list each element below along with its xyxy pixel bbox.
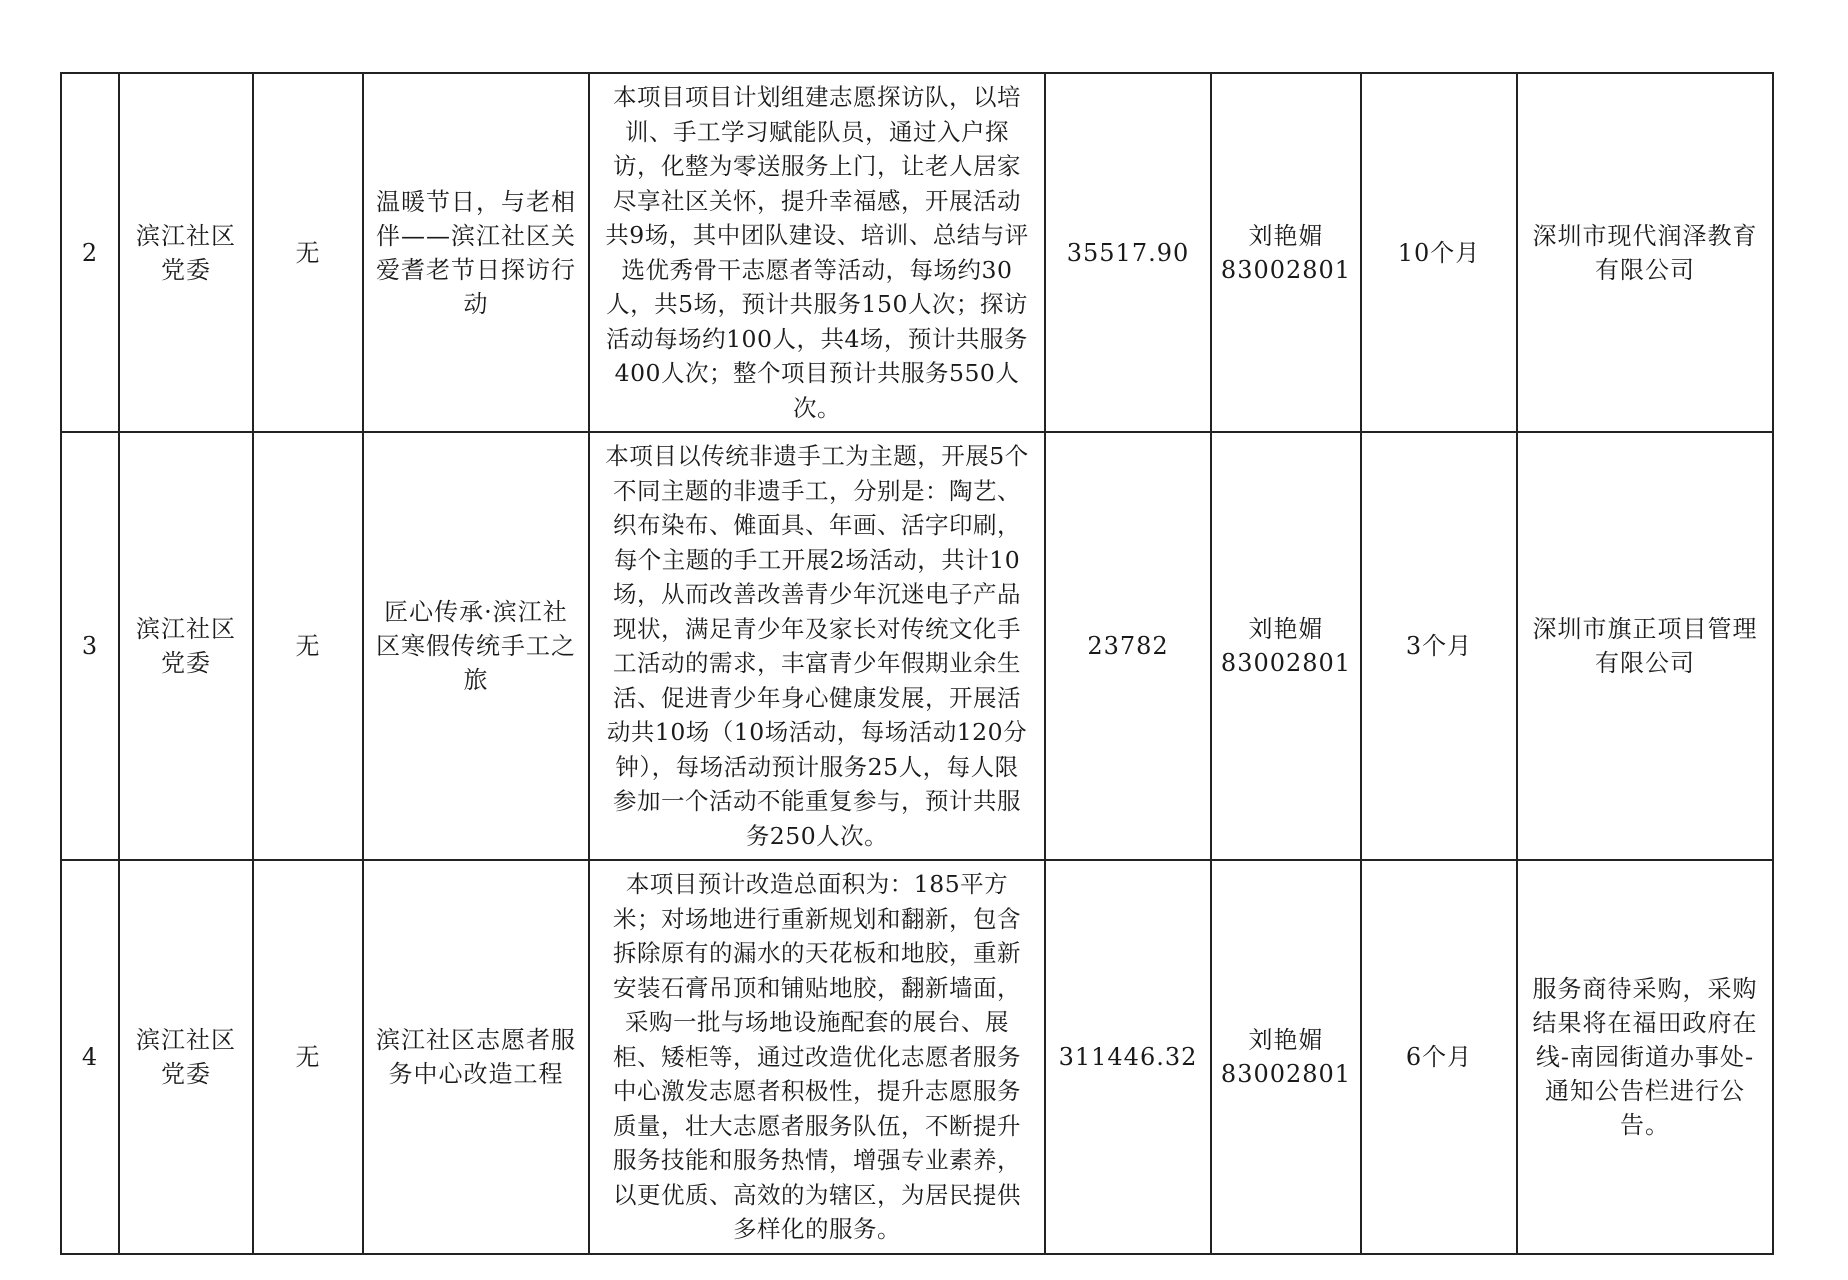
amount-cell: 311446.32 bbox=[1045, 860, 1211, 1254]
field-cell: 无 bbox=[253, 860, 363, 1254]
amount-cell: 35517.90 bbox=[1045, 73, 1211, 432]
contact-name: 刘艳媚 bbox=[1248, 221, 1324, 250]
amount-cell: 23782 bbox=[1045, 432, 1211, 860]
contact-phone: 83002801 bbox=[1220, 649, 1352, 677]
table-row bbox=[61, 73, 1773, 432]
table-row bbox=[61, 860, 1773, 1254]
row-number: 3 bbox=[61, 432, 119, 860]
project-description-cell: 本项目以传统非遗手工为主题，开展5个不同主题的非遗手工，分别是：陶艺、织布染布、傩面具、年画、活字印刷，每个主题的手工开展2场活动，共计10场，从而改善改善青少年沉迷电子产品现状，满足青少年及家长对传统文化手工活动的需求，丰富青少年假期业余生活、促进青少年身心健康发展，开展活动共10场（10场活动，每场活动120分钟），每场活动预计服务25人，每人限参加一个活动不能重复参与，预计共服务250人次。 bbox=[589, 432, 1045, 860]
contact-cell bbox=[1211, 860, 1361, 1254]
organization-cell: 滨江社区党委 bbox=[119, 432, 253, 860]
table-row bbox=[61, 432, 1773, 860]
vendor-cell: 深圳市现代润泽教育有限公司 bbox=[1517, 73, 1773, 432]
duration-cell: 6个月 bbox=[1361, 860, 1517, 1254]
vendor-cell: 服务商待采购，采购结果将在福田政府在线-南园街道办事处-通知公告栏进行公告。 bbox=[1517, 860, 1773, 1254]
project-description-cell: 本项目预计改造总面积为：185平方米；对场地进行重新规划和翻新，包含拆除原有的漏水的天花板和地胶，重新安装石膏吊顶和铺贴地胶，翻新墙面，采购一批与场地设施配套的展台、展柜、矮柜等，通过改造优化志愿者服务中心激发志愿者积极性，提升志愿服务质量，壮大志愿者服务队伍，不断提升服务技能和服务热情，增强专业素养，以更优质、高效的为辖区，为居民提供多样化的服务。 bbox=[589, 860, 1045, 1254]
field-cell: 无 bbox=[253, 73, 363, 432]
contact-name: 刘艳媚 bbox=[1248, 615, 1324, 643]
contact-cell bbox=[1211, 73, 1361, 432]
project-name-cell: 温暖节日，与老相伴——滨江社区关爱耆老节日探访行动 bbox=[363, 73, 589, 432]
project-name-cell: 匠心传承·滨江社区寒假传统手工之旅 bbox=[363, 432, 589, 860]
duration-cell: 10个月 bbox=[1361, 73, 1517, 432]
row-number: 4 bbox=[61, 860, 119, 1254]
organization-cell: 滨江社区党委 bbox=[119, 860, 253, 1254]
contact-phone: 83002801 bbox=[1220, 255, 1352, 284]
row-number: 2 bbox=[61, 73, 119, 432]
contact-name: 刘艳媚 bbox=[1248, 1025, 1324, 1054]
project-name-cell: 滨江社区志愿者服务中心改造工程 bbox=[363, 860, 589, 1254]
duration-cell: 3个月 bbox=[1361, 432, 1517, 860]
vendor-cell: 深圳市旗正项目管理有限公司 bbox=[1517, 432, 1773, 860]
contact-cell bbox=[1211, 432, 1361, 860]
field-cell: 无 bbox=[253, 432, 363, 860]
contact-phone: 83002801 bbox=[1220, 1059, 1352, 1088]
organization-cell: 滨江社区党委 bbox=[119, 73, 253, 432]
project-table bbox=[60, 72, 1774, 1255]
project-description-cell: 本项目项目计划组建志愿探访队，以培训、手工学习赋能队员，通过入户探访，化整为零送服务上门，让老人居家尽享社区关怀，提升幸福感，开展活动共9场，其中团队建设、培训、总结与评选优秀骨干志愿者等活动，每场约30人，共5场，预计共服务150人次；探访活动每场约100人，共4场，预计共服务400人次；整个项目预计共服务550人次。 bbox=[589, 73, 1045, 432]
